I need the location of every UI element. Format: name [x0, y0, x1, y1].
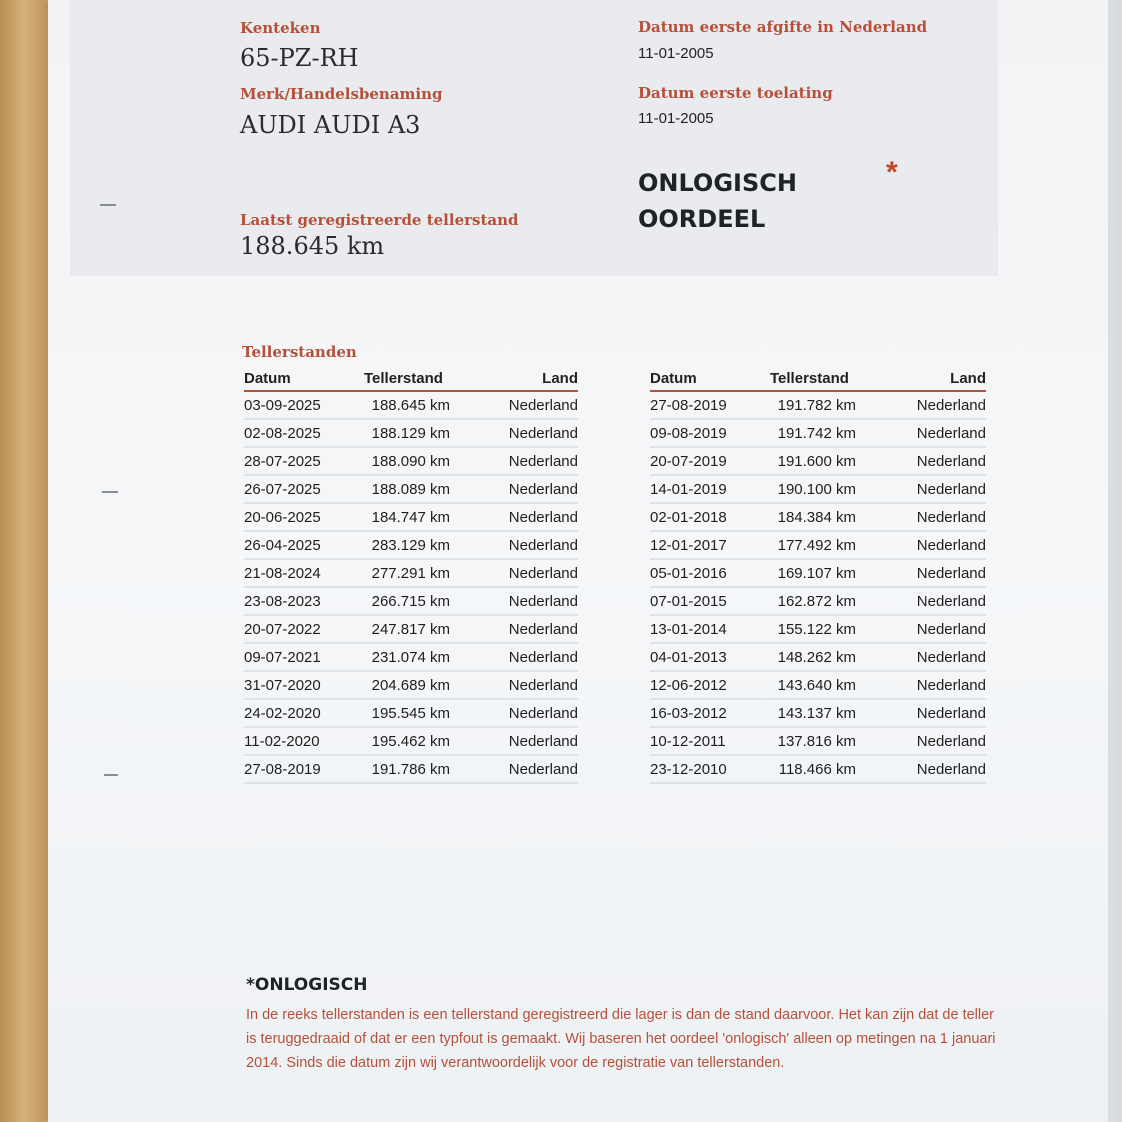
cell-tellerstand: 148.262 km: [770, 643, 894, 671]
cell-tellerstand: 184.384 km: [770, 503, 894, 531]
cell-land: Nederland: [488, 531, 578, 559]
kenteken-value: 65-PZ-RH: [240, 44, 359, 72]
cell-datum: 02-08-2025: [244, 419, 364, 447]
merk-label: Merk/Handelsbenaming: [240, 85, 443, 103]
cell-datum: 12-06-2012: [650, 671, 770, 699]
cell-tellerstand: 191.786 km: [364, 755, 488, 783]
vehicle-summary-box: [70, 0, 998, 276]
col-tellerstand: Tellerstand: [770, 368, 894, 391]
cell-land: Nederland: [894, 615, 986, 643]
cell-land: Nederland: [894, 643, 986, 671]
table-row: [244, 391, 578, 419]
cell-tellerstand: 247.817 km: [364, 615, 488, 643]
cell-tellerstand: 191.782 km: [770, 391, 894, 419]
table-row: [650, 503, 986, 531]
cell-tellerstand: 231.074 km: [364, 643, 488, 671]
cell-tellerstand: 155.122 km: [770, 615, 894, 643]
hole-punch-mark: [100, 204, 116, 206]
cell-tellerstand: 191.742 km: [770, 419, 894, 447]
teller-label: Laatst geregistreerde tellerstand: [240, 211, 519, 229]
kenteken-label: Kenteken: [240, 19, 321, 37]
toelating-value: 11-01-2005: [638, 110, 714, 127]
table-row: [244, 615, 578, 643]
cell-tellerstand: 137.816 km: [770, 727, 894, 755]
cell-land: Nederland: [894, 531, 986, 559]
col-datum: Datum: [650, 368, 770, 391]
cell-land: Nederland: [894, 419, 986, 447]
table-row: [650, 475, 986, 503]
table-row: [650, 615, 986, 643]
readings-table-left: [244, 368, 578, 784]
cell-datum: 13-01-2014: [650, 615, 770, 643]
table-row: [650, 447, 986, 475]
cell-tellerstand: 195.462 km: [364, 727, 488, 755]
table-row: [650, 587, 986, 615]
verdict-asterisk: *: [886, 156, 898, 189]
cell-land: Nederland: [894, 587, 986, 615]
cell-land: Nederland: [894, 699, 986, 727]
cell-datum: 09-07-2021: [244, 643, 364, 671]
cell-tellerstand: 188.129 km: [364, 419, 488, 447]
col-tellerstand: Tellerstand: [364, 368, 488, 391]
hole-punch-mark: [104, 774, 118, 776]
cell-tellerstand: 277.291 km: [364, 559, 488, 587]
table-row: [244, 531, 578, 559]
toelating-label: Datum eerste toelating: [638, 84, 833, 102]
table-row: [244, 755, 578, 783]
cell-land: Nederland: [894, 475, 986, 503]
afgifte-label: Datum eerste afgifte in Nederland: [638, 18, 928, 36]
cell-land: Nederland: [894, 503, 986, 531]
cell-tellerstand: 143.640 km: [770, 671, 894, 699]
table-header-row: [650, 368, 986, 391]
table-row: [650, 559, 986, 587]
cell-land: Nederland: [488, 671, 578, 699]
table-row: [650, 671, 986, 699]
table-row: [244, 727, 578, 755]
cell-datum: 23-08-2023: [244, 587, 364, 615]
table-row: [650, 391, 986, 419]
cell-land: Nederland: [894, 755, 986, 783]
cell-land: Nederland: [894, 391, 986, 419]
cell-land: Nederland: [488, 699, 578, 727]
table-row: [244, 447, 578, 475]
table-row: [244, 559, 578, 587]
cell-tellerstand: 191.600 km: [770, 447, 894, 475]
cell-land: Nederland: [488, 615, 578, 643]
teller-value: 188.645 km: [240, 232, 385, 260]
cell-tellerstand: 169.107 km: [770, 559, 894, 587]
cell-land: Nederland: [488, 391, 578, 419]
afgifte-value: 11-01-2005: [638, 45, 714, 62]
cell-datum: 20-07-2022: [244, 615, 364, 643]
note-heading: [246, 975, 367, 995]
cell-tellerstand: 204.689 km: [364, 671, 488, 699]
table-row: [244, 475, 578, 503]
cell-tellerstand: 266.715 km: [364, 587, 488, 615]
cell-datum: 02-01-2018: [650, 503, 770, 531]
cell-land: Nederland: [488, 587, 578, 615]
note-body: In de reeks tellerstanden is een tellerstand geregistreerd die lager is dan de stand daarvoor. Het kan zijn dat de teller is teruggedraaid of dat er een typfout is gemaakt. Wij baseren het oordeel 'onlogisch' alleen op metingen na 1 januari 2014. Sinds die datum zijn wij verantwoordelijk voor de registratie van tellerstanden.: [246, 1007, 996, 1071]
col-land: Land: [488, 368, 578, 391]
col-datum: Datum: [244, 368, 364, 391]
cell-land: Nederland: [894, 447, 986, 475]
cell-tellerstand: 162.872 km: [770, 587, 894, 615]
cell-tellerstand: 188.645 km: [364, 391, 488, 419]
table-row: [244, 503, 578, 531]
table-row: [244, 419, 578, 447]
cell-datum: 28-07-2025: [244, 447, 364, 475]
cell-land: Nederland: [894, 727, 986, 755]
cell-datum: 11-02-2020: [244, 727, 364, 755]
cell-datum: 23-12-2010: [650, 755, 770, 783]
cell-tellerstand: 195.545 km: [364, 699, 488, 727]
cell-land: Nederland: [488, 503, 578, 531]
cell-land: Nederland: [488, 755, 578, 783]
cell-tellerstand: 190.100 km: [770, 475, 894, 503]
verdict-line-2: OORDEEL: [638, 205, 766, 233]
table-row: [650, 419, 986, 447]
cell-tellerstand: 118.466 km: [770, 755, 894, 783]
cell-land: Nederland: [488, 727, 578, 755]
cell-datum: 27-08-2019: [650, 391, 770, 419]
col-land: Land: [894, 368, 986, 391]
cell-land: Nederland: [894, 559, 986, 587]
cell-tellerstand: 184.747 km: [364, 503, 488, 531]
cell-datum: 07-01-2015: [650, 587, 770, 615]
table-row: [244, 671, 578, 699]
cell-datum: 21-08-2024: [244, 559, 364, 587]
note-asterisk: *: [246, 975, 255, 995]
cell-land: Nederland: [488, 559, 578, 587]
merk-value: AUDI AUDI A3: [240, 111, 421, 139]
cell-datum: 04-01-2013: [650, 643, 770, 671]
cell-land: Nederland: [488, 419, 578, 447]
cell-datum: 31-07-2020: [244, 671, 364, 699]
cell-tellerstand: 177.492 km: [770, 531, 894, 559]
cell-datum: 09-08-2019: [650, 419, 770, 447]
cell-tellerstand: 283.129 km: [364, 531, 488, 559]
verdict: [638, 165, 797, 237]
cell-tellerstand: 143.137 km: [770, 699, 894, 727]
table-row: [244, 587, 578, 615]
cell-land: Nederland: [488, 475, 578, 503]
table-row: [244, 643, 578, 671]
table-row: [650, 727, 986, 755]
table-row: [650, 531, 986, 559]
verdict-line-1: ONLOGISCH: [638, 169, 797, 197]
cell-land: Nederland: [488, 447, 578, 475]
cell-tellerstand: 188.090 km: [364, 447, 488, 475]
hole-punch-mark: [102, 491, 118, 493]
tellerstanden-title: Tellerstanden: [242, 343, 357, 361]
table-row: [650, 643, 986, 671]
cell-datum: 20-06-2025: [244, 503, 364, 531]
cell-tellerstand: 188.089 km: [364, 475, 488, 503]
printed-report-page: [48, 0, 1108, 1122]
cell-land: Nederland: [488, 643, 578, 671]
cell-datum: 10-12-2011: [650, 727, 770, 755]
cell-datum: 12-01-2017: [650, 531, 770, 559]
cell-datum: 14-01-2019: [650, 475, 770, 503]
cell-datum: 27-08-2019: [244, 755, 364, 783]
cell-datum: 05-01-2016: [650, 559, 770, 587]
table-row: [650, 755, 986, 783]
cell-datum: 20-07-2019: [650, 447, 770, 475]
table-header-row: [244, 368, 578, 391]
table-row: [650, 699, 986, 727]
cell-datum: 26-07-2025: [244, 475, 364, 503]
cell-datum: 26-04-2025: [244, 531, 364, 559]
cell-land: Nederland: [894, 671, 986, 699]
cell-datum: 03-09-2025: [244, 391, 364, 419]
readings-table-right: [650, 368, 986, 784]
cell-datum: 24-02-2020: [244, 699, 364, 727]
cell-datum: 16-03-2012: [650, 699, 770, 727]
note-heading-text: ONLOGISCH: [254, 975, 368, 995]
table-row: [244, 699, 578, 727]
